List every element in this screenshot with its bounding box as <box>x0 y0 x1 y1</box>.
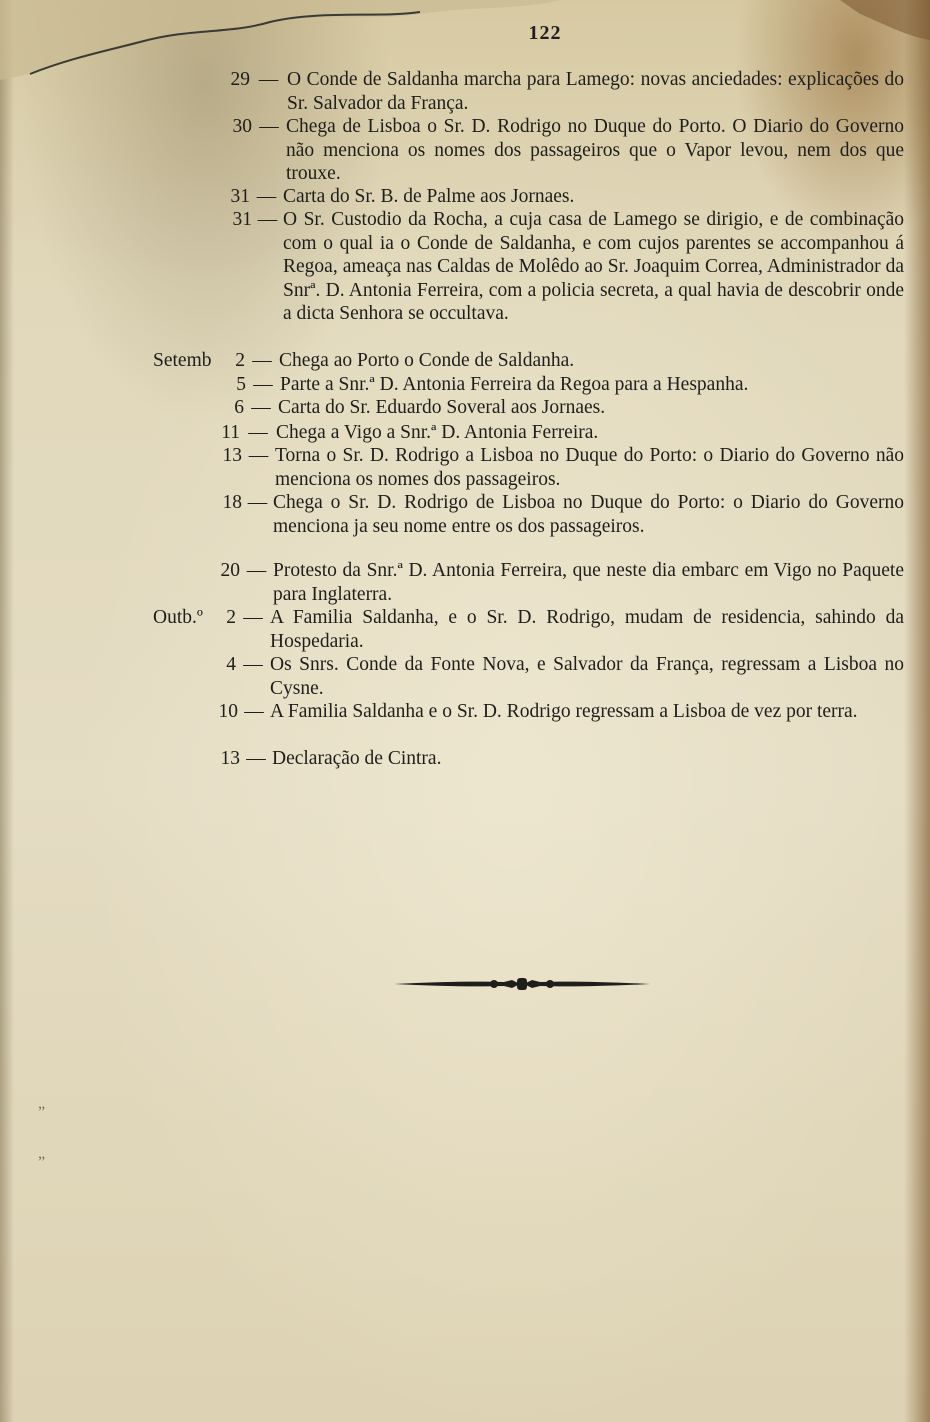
entry-text: Torna o Sr. D. Rodrigo a Lisboa no Duque do Porto: o Diario do Governo não menciona os nomes dos passageiros. <box>275 445 904 490</box>
chronology-entry <box>0 421 930 445</box>
chronology-entry <box>0 491 930 538</box>
chronology-entry <box>0 606 930 653</box>
entry-day: 5 <box>236 374 246 395</box>
entry-dash: — <box>246 748 266 769</box>
entry-text: O Sr. Custodio da Rocha, a cuja casa de Lamego se dirigio, e de combinação com o qual ia o Conde de Saldanha, e com cujos parentes se accompanhou á Regoa, ameaça nas Caldas de Molêdo ao Sr. Joaquim Correa, Administrador da Snrª. D. Antonia Ferreira, com a policia secreta, a qual havia de descobrir onde a dicta Senhora se occultava. <box>283 209 904 324</box>
entry-text: Declaração de Cintra. <box>272 748 442 769</box>
chronology-entry <box>0 68 930 115</box>
chronology-entry <box>0 349 930 373</box>
chronology-entry <box>0 653 930 700</box>
entry-month: Outb.º <box>153 607 203 628</box>
entry-text: Chega de Lisboa o Sr. D. Rodrigo no Duque do Porto. O Diario do Governo não menciona os nomes dos passageiros que o Vapor levou, nem dos que trouxe. <box>286 116 904 184</box>
entry-dash: — <box>252 350 272 371</box>
entry-day: 29 <box>230 69 250 90</box>
chronology-entry <box>0 396 930 420</box>
entry-text: Chega ao Porto o Conde de Saldanha. <box>279 350 575 371</box>
entry-dash: — <box>259 116 279 137</box>
entry-dash: — <box>257 209 278 230</box>
entry-dash: — <box>243 607 263 628</box>
chronology-entry <box>0 747 930 771</box>
entry-dash: — <box>256 186 277 207</box>
entry-month: Setemb <box>153 350 212 371</box>
entry-dash: — <box>244 701 264 722</box>
entry-text: O Conde de Saldanha marcha para Lamego: novas anciedades: explicações do Sr. Salvador da França. <box>287 69 904 114</box>
chronology-entry <box>0 700 930 724</box>
entry-day: 11 <box>221 422 240 443</box>
entry-day: 6 <box>234 397 244 418</box>
entry-dash: — <box>248 445 269 466</box>
entry-day: 13 <box>220 748 240 769</box>
page-number: 122 <box>528 22 562 44</box>
entry-day: 31 <box>230 186 250 207</box>
chronology-entry <box>0 208 930 326</box>
entry-dash: — <box>247 492 268 513</box>
entry-text: Parte a Snr.ª D. Antonia Ferreira da Regoa para a Hespanha. <box>280 374 749 395</box>
entry-day: 4 <box>226 654 236 675</box>
entry-day: 20 <box>220 560 240 581</box>
entry-text: Chega o Sr. D. Rodrigo de Lisboa no Duque do Porto: o Diario do Governo menciona ja seu nome entre os dos passageiros. <box>273 492 904 537</box>
entry-day: 10 <box>218 701 238 722</box>
entry-text: Carta do Sr. Eduardo Soveral aos Jornaes. <box>278 397 606 418</box>
chronology-entry <box>0 115 930 186</box>
ornamental-divider <box>394 976 650 992</box>
entry-day: 2 <box>235 350 245 371</box>
entry-text: A Familia Saldanha e o Sr. D. Rodrigo regressam a Lisboa de vez por terra. <box>270 701 858 722</box>
entry-text: Carta do Sr. B. de Palme aos Jornaes. <box>283 186 575 207</box>
chronology-entry <box>0 185 930 209</box>
entry-text: Protesto da Snr.ª D. Antonia Ferreira, que neste dia embarc em Vigo no Paquete para Inglaterra. <box>273 560 904 605</box>
entry-dash: — <box>258 69 279 90</box>
chronology-entry <box>0 373 930 397</box>
entry-day: 13 <box>222 445 242 466</box>
entry-dash: — <box>246 560 267 581</box>
entry-dash: — <box>243 654 263 675</box>
entry-day: 2 <box>226 607 236 628</box>
chronology-entry <box>0 444 930 491</box>
chronology-entry <box>0 559 930 606</box>
margin-mark: ” <box>38 1104 46 1121</box>
entry-dash: — <box>251 397 271 418</box>
entry-text: A Familia Saldanha, e o Sr. D. Rodrigo, mudam de residencia, sahindo da Hospedaria. <box>270 607 904 652</box>
entry-dash: — <box>248 422 268 443</box>
entry-text: Chega a Vigo a Snr.ª D. Antonia Ferreira. <box>276 422 599 443</box>
entry-dash: — <box>253 374 273 395</box>
entry-day: 31 <box>232 209 252 230</box>
entry-day: 30 <box>232 116 252 137</box>
entry-day: 18 <box>222 492 242 513</box>
margin-mark: ” <box>38 1154 46 1171</box>
entry-text: Os Snrs. Conde da Fonte Nova, e Salvador da França, regressam a Lisboa no Cysne. <box>270 654 904 699</box>
